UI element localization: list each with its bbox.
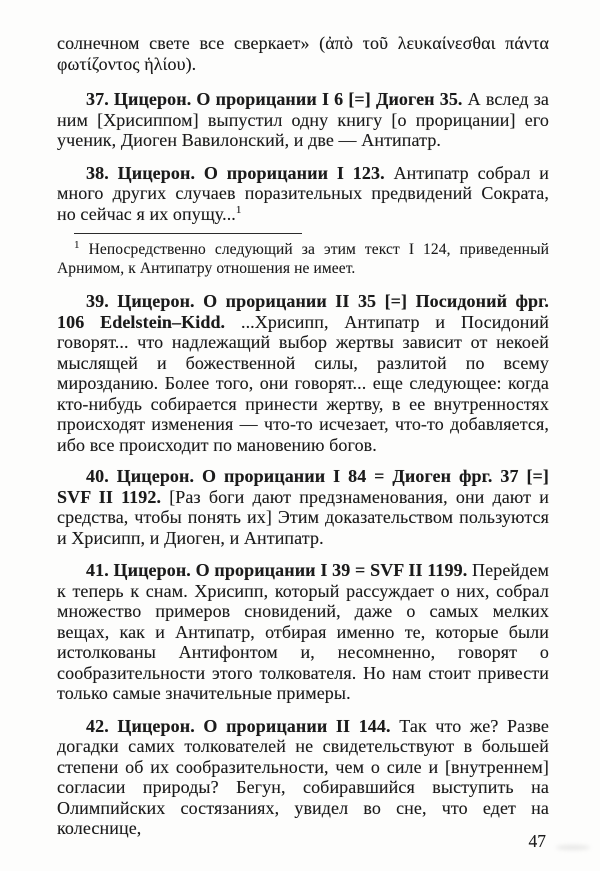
entry-42 (57, 716, 549, 839)
entry-37 (57, 89, 549, 151)
entry-41-body: Перейдем к теперь к снам. Хрисипп, который рассуждает о них, собрал множество примеров сновидений, даже о самых мелких вещах, как и Антипатр, отбирая именно те, которые были истолкованы Антифонтом и, несомненно, говорят о сообразительности этого толкователя. Но нам стоит привести только самые значительные примеры. (57, 560, 549, 704)
entry-39 (57, 291, 549, 455)
entry-39-head: 39. Цицерон. О прорицании II 35 [=] Посидоний фрг. 106 Edelstein–Kidd. (57, 291, 549, 332)
text-block (57, 33, 549, 839)
entry-41-head: 41. Цицерон. О прорицании I 39 = SVF II 1199. (86, 560, 468, 581)
entry-41 (57, 560, 549, 704)
footnote-block (57, 233, 549, 278)
paragraph-continuation (57, 33, 549, 74)
entry-38-body: Антипатр собрал и много других случаев поразительных предвидений Сократа, но сейчас я их опущу... (57, 162, 550, 224)
entry-40 (57, 466, 549, 548)
entry-40-body: [Раз боги дают предзнаменования, они дают и средства, чтобы понять их] Этим доказательством пользуются и Хрисипп, и Диоген, и Антипатр. (57, 486, 549, 548)
entry-40-head: 40. Цицерон. О прорицании I 84 = Диоген фрг. 37 [=] SVF II 1192. (57, 466, 549, 507)
entry-37-head: 37. Цицерон. О прорицании I 6 [=] Диоген 35. (86, 89, 463, 109)
entry-42-head: 42. Цицерон. О прорицании II 144. (86, 715, 391, 736)
entry-38 (57, 163, 549, 225)
entry-39-body: ...Хрисипп, Антипатр и Посидоний говорят... что надлежащий выбор жертвы зависит от некоей мыслящей и божественной силы, разлитой по всему мирозданию. Более того, они говорят... еще следующее: когда кто-нибудь собирается принести жертву, в ее внутренностях происходят изменения — что-то исчезает, что-то добавляется, ибо все происходит по мановению богов. (57, 311, 549, 455)
scan-artifact (556, 845, 590, 850)
entry-38-head: 38. Цицерон. О прорицании I 123. (86, 162, 385, 183)
entry-42-body: Так что же? Разве догадки самих толкователей не свидетельствуют в большей степени об их сообразительности, чем о силе и [внутреннем] согласии природы? Бегун, собиравшийся выступить на Олимпийских состязаниях, увидел во сне, что едет на колеснице, (57, 715, 549, 839)
footnote-reference: 1 (235, 203, 242, 216)
footnote (57, 238, 549, 278)
continuation-text: солнечном свете все сверкает» (ἀπὸ τοῦ λευκαίνεσθαι πάντα φωτίζοντος ἡλίου). (57, 33, 549, 74)
footnote-text: Непосредственно следующий за этим текст I 124, приведенный Арнимом, к Антипатру отношения не имеет. (57, 241, 549, 277)
footnote-separator (74, 233, 302, 234)
page-number: 47 (528, 831, 546, 851)
footnote-marker: 1 (74, 238, 80, 251)
entry-37-body: А вслед за ним [Хрисиппом] выпустил одну книгу [о прорицании] его ученик, Диоген Вавилонский, и две — Антипатр. (57, 89, 550, 150)
